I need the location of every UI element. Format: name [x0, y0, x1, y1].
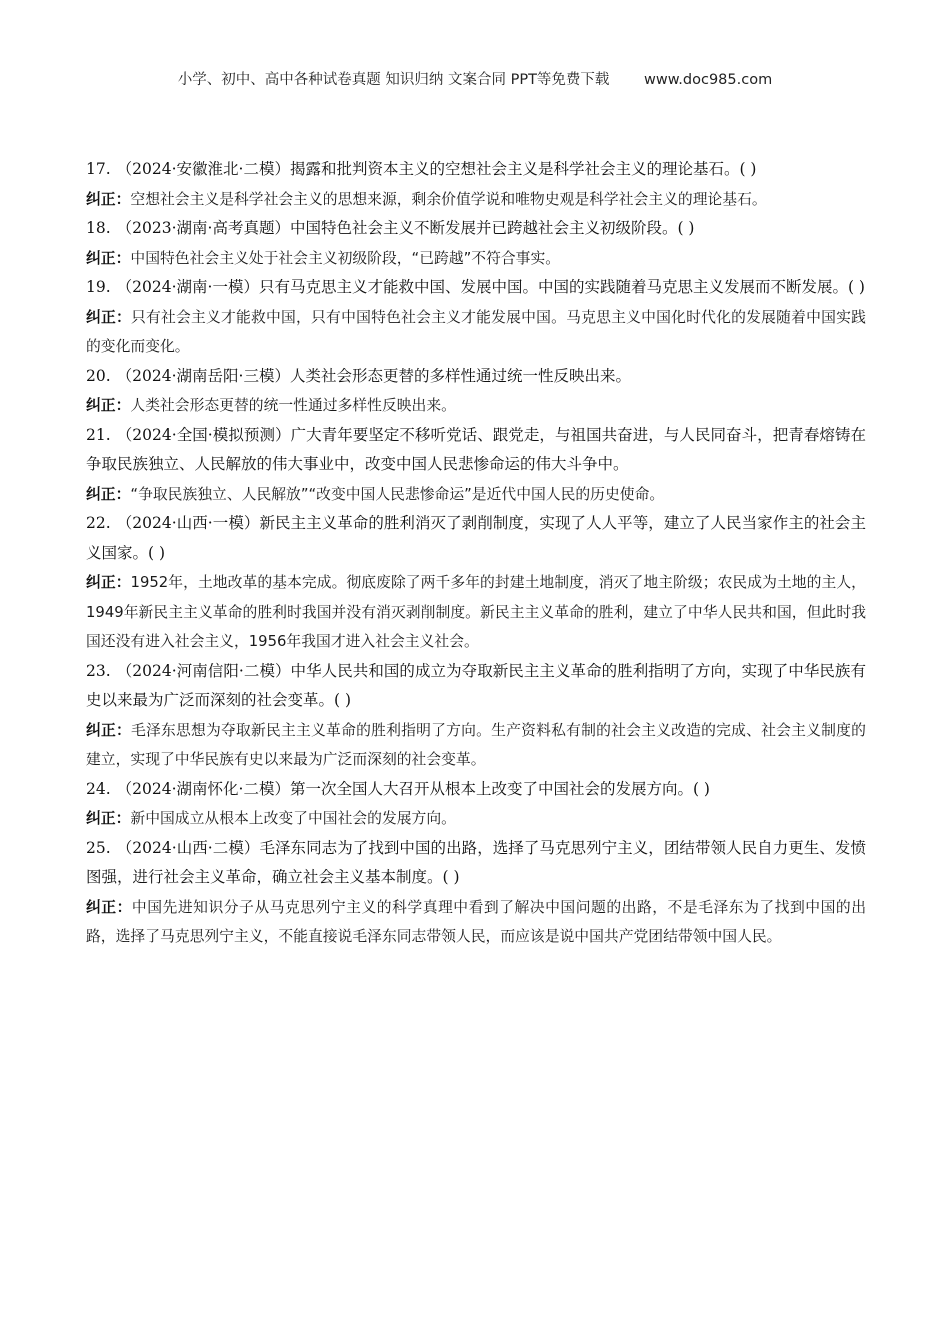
question-text: （2024·湖南怀化·二模）第一次全国人大召开从根本上改变了中国社会的发展方向。( )	[116, 779, 710, 798]
question-item-25	[86, 834, 866, 893]
question-text: （2024·河南信阳·二模）中华人民共和国的成立为夺取新民主主义革命的胜利指明了方向，实现了中华民族有史以来最为广泛而深刻的社会变革。( )	[86, 661, 866, 709]
correction-text: “争取民族独立、人民解放”“改变中国人民悲惨命运”是近代中国人民的历史使命。	[130, 485, 665, 503]
correction-text: 空想社会主义是科学社会主义的思想来源，剩余价值学说和唯物史观是科学社会主义的理论基石。	[130, 190, 767, 208]
question-text: （2024·山西·一模）新民主主义革命的胜利消灭了剥削制度，实现了人人平等，建立了人民当家作主的社会主义国家。( )	[86, 514, 866, 562]
question-number: 20.	[86, 366, 111, 385]
question-number: 19.	[86, 278, 111, 296]
correction-text: 中国特色社会主义处于社会主义初级阶段，“已跨越”不符合事实。	[130, 249, 561, 267]
correction-text: 人类社会形态更替的统一性通过多样性反映出来。	[130, 397, 456, 414]
correction-label: 纠正：	[86, 485, 131, 503]
question-number: 21.	[86, 425, 111, 444]
correction-label: 纠正：	[86, 574, 131, 591]
correction-item-22	[86, 568, 866, 657]
question-item-22	[86, 509, 866, 568]
question-text: （2024·湖南岳阳·三模）人类社会形态更替的多样性通过统一性反映出来。	[116, 366, 631, 385]
question-item-20	[86, 362, 866, 392]
question-list	[86, 155, 866, 952]
question-item-18	[86, 214, 866, 244]
correction-label: 纠正：	[86, 190, 131, 208]
question-number: 24.	[86, 779, 111, 798]
question-text: （2024·山西·二模）毛泽东同志为了找到中国的出路，选择了马克思列宁主义，团结带领人民自力更生、发愤图强，进行社会主义革命，确立社会主义基本制度。( )	[86, 838, 866, 886]
correction-label: 纠正：	[86, 249, 131, 267]
correction-item-25	[86, 893, 866, 952]
correction-text: 新中国成立从根本上改变了中国社会的发展方向。	[130, 810, 456, 827]
question-text: （2024·安徽淮北·二模）揭露和批判资本主义的空想社会主义是科学社会主义的理论基石。( )	[116, 160, 757, 178]
correction-label: 纠正：	[86, 308, 132, 326]
correction-text: 1952年，土地改革的基本完成。彻底废除了两千多年的封建土地制度，消灭了地主阶级；农民成为土地的主人，1949年新民主主义革命的胜利时我国并没有消灭剥削制度。新民主主义革命的胜利，建立了中华人民共和国，但此时我国还没有进入社会主义，1956年我国才进入社会主义社会。	[86, 574, 866, 650]
correction-item-19	[86, 303, 866, 362]
question-number: 22.	[86, 514, 111, 532]
correction-item-24	[86, 804, 866, 834]
question-number: 25.	[86, 838, 111, 857]
question-text: （2024·全国·模拟预测）广大青年要坚定不移听党话、跟党走，与祖国共奋进，与人民同奋斗，把青春熔铸在争取民族独立、人民解放的伟大事业中，改变中国人民悲惨命运的伟大斗争中。	[86, 425, 866, 473]
page-header	[0, 68, 950, 89]
correction-label: 纠正：	[86, 721, 132, 739]
correction-text: 毛泽东思想为夺取新民主主义革命的胜利指明了方向。生产资料私有制的社会主义改造的完成、社会主义制度的建立，实现了中华民族有史以来最为广泛而深刻的社会变革。	[86, 721, 866, 768]
correction-item-23	[86, 716, 866, 775]
correction-label: 纠正：	[86, 810, 131, 827]
question-item-19	[86, 273, 866, 303]
question-number: 23.	[86, 661, 111, 680]
correction-text: 只有社会主义才能救中国，只有中国特色社会主义才能发展中国。马克思主义中国化时代化的发展随着中国实践的变化而变化。	[86, 308, 866, 355]
question-item-23	[86, 657, 866, 716]
question-item-21	[86, 421, 866, 480]
question-item-24	[86, 775, 866, 805]
correction-item-17	[86, 185, 866, 215]
question-text: （2023·湖南·高考真题）中国特色社会主义不断发展并已跨越社会主义初级阶段。( )	[116, 219, 695, 237]
correction-item-21	[86, 480, 866, 510]
correction-label: 纠正：	[86, 898, 132, 916]
question-number: 18.	[86, 219, 111, 237]
correction-item-18	[86, 244, 866, 274]
correction-text: 中国先进知识分子从马克思列宁主义的科学真理中看到了解决中国问题的出路，不是毛泽东为了找到中国的出路，选择了马克思列宁主义，不能直接说毛泽东同志带领人民，而应该是说中国共产党团结带领中国人民。	[86, 898, 866, 945]
correction-item-20	[86, 391, 866, 421]
header-text: 小学、初中、高中各种试卷真题 知识归纳 文案合同 PPT等免费下载	[177, 72, 610, 88]
header-url: www.doc985.com	[644, 72, 773, 88]
question-number: 17.	[86, 160, 111, 178]
question-text: （2024·湖南·一模）只有马克思主义才能救中国、发展中国。中国的实践随着马克思主义发展而不断发展。( )	[116, 278, 865, 296]
correction-label: 纠正：	[86, 397, 131, 414]
question-item-17	[86, 155, 866, 185]
